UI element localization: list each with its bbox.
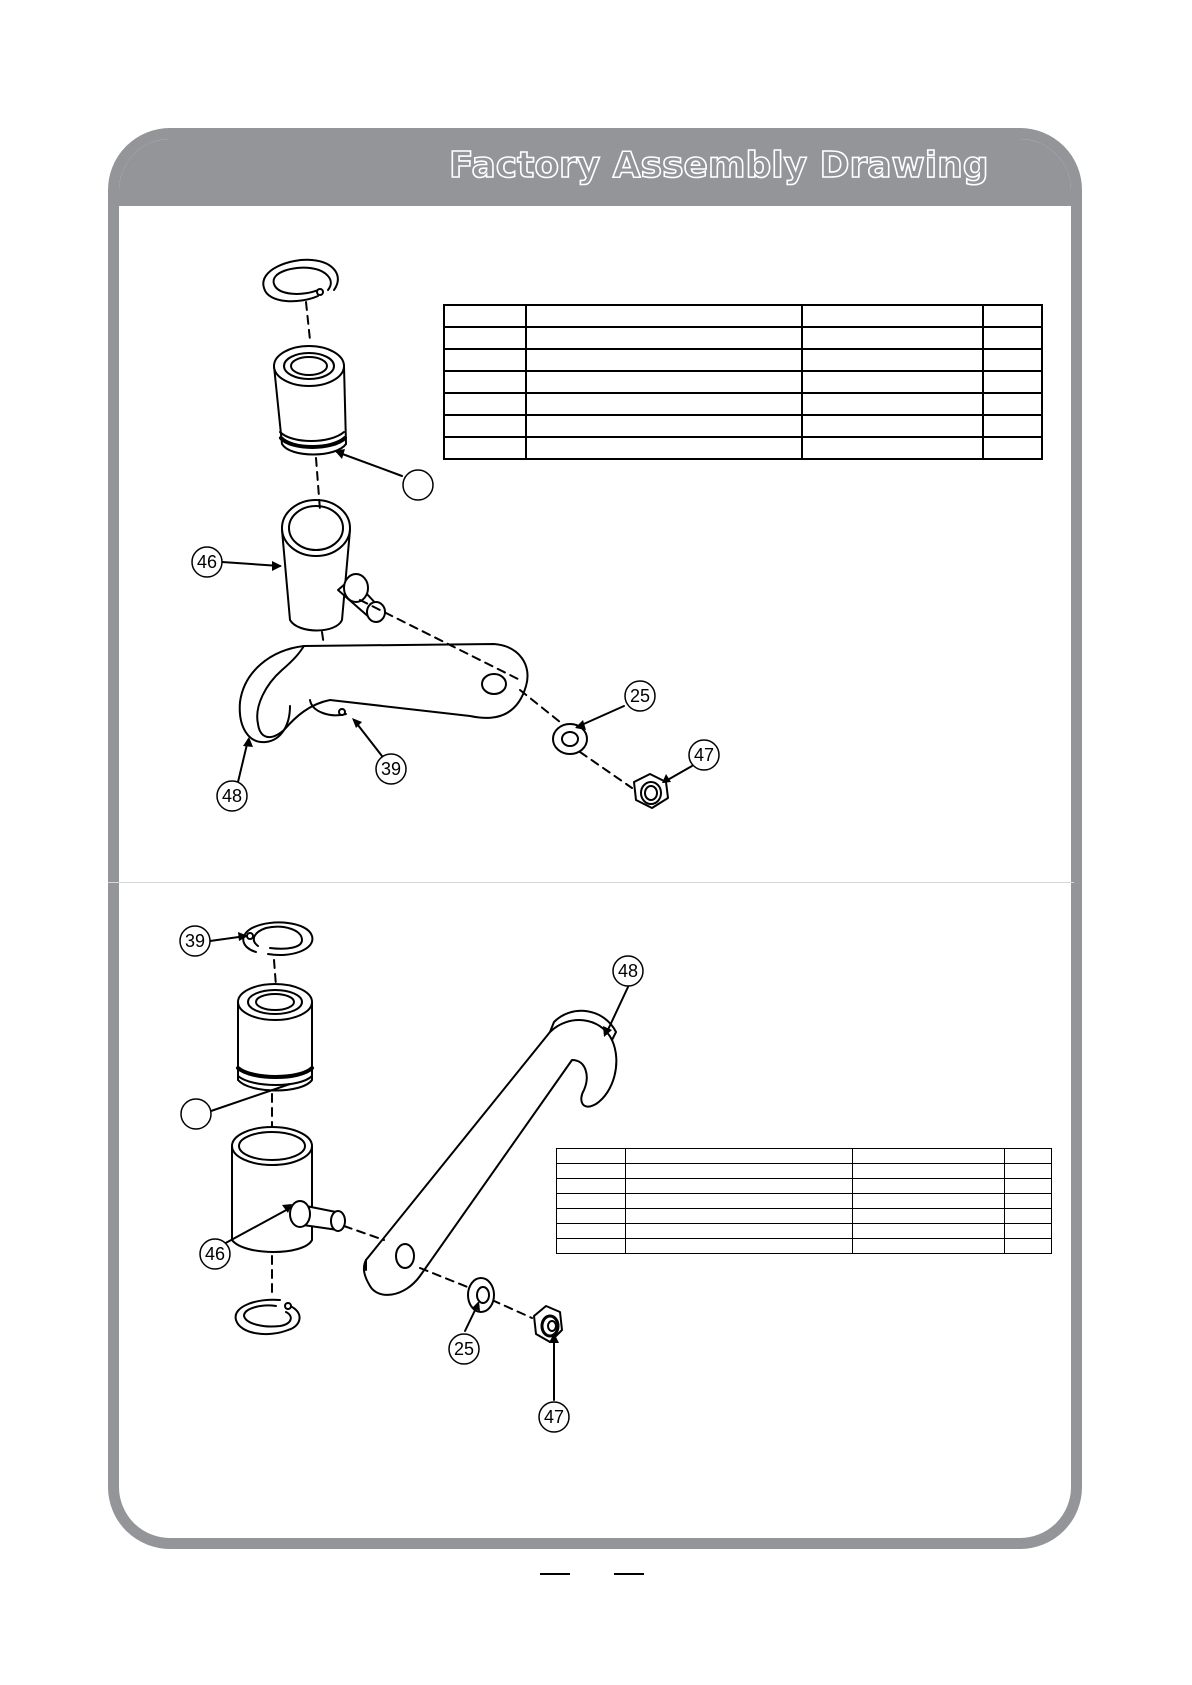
table-cell xyxy=(853,1149,1005,1164)
table-cell xyxy=(444,415,526,437)
table-cell xyxy=(1005,1194,1052,1209)
page-footer xyxy=(540,1573,644,1575)
svg-text:46: 46 xyxy=(196,552,218,572)
table-cell xyxy=(557,1179,626,1194)
table-cell xyxy=(526,327,802,349)
table-cell xyxy=(1005,1209,1052,1224)
table-cell xyxy=(625,1209,853,1224)
callout-48 xyxy=(217,781,247,811)
bottom-snap-ring-top xyxy=(243,922,312,955)
table-cell xyxy=(526,415,802,437)
table-row xyxy=(444,349,1042,371)
table-cell xyxy=(1005,1239,1052,1254)
table-cell xyxy=(557,1209,626,1224)
bottom-housing-stud xyxy=(290,1201,345,1231)
table-cell xyxy=(802,349,983,371)
top-bushing xyxy=(274,346,346,455)
table-cell xyxy=(526,437,802,459)
footer-rule-left xyxy=(540,1573,570,1575)
callout-48 xyxy=(613,956,643,986)
table-cell xyxy=(444,349,526,371)
top-centerline-5 xyxy=(520,690,560,722)
svg-text:47: 47 xyxy=(693,745,715,765)
callout-47 xyxy=(689,740,719,770)
top-arm xyxy=(240,644,528,742)
table-cell xyxy=(802,393,983,415)
bottom-centerline-1 xyxy=(274,960,276,986)
table-cell xyxy=(853,1224,1005,1239)
table-row xyxy=(444,415,1042,437)
svg-text:39: 39 xyxy=(184,931,206,951)
table-cell xyxy=(625,1149,853,1164)
top-centerline-6 xyxy=(580,752,632,788)
table-cell xyxy=(983,415,1042,437)
callout-blank xyxy=(403,470,433,500)
table-cell xyxy=(802,437,983,459)
table-row xyxy=(444,437,1042,459)
table-cell xyxy=(526,371,802,393)
table-cell xyxy=(983,305,1042,327)
svg-text:25: 25 xyxy=(629,686,651,706)
top-nut xyxy=(634,774,668,808)
table-row xyxy=(444,393,1042,415)
table-cell xyxy=(853,1209,1005,1224)
table-cell xyxy=(625,1239,853,1254)
table-row xyxy=(557,1209,1052,1224)
table-cell xyxy=(983,349,1042,371)
svg-text:25: 25 xyxy=(453,1339,475,1359)
table-cell xyxy=(1005,1164,1052,1179)
table-row xyxy=(557,1164,1052,1179)
table-cell xyxy=(444,393,526,415)
callout-39 xyxy=(376,754,406,784)
table-cell xyxy=(1005,1224,1052,1239)
top-snap-ring xyxy=(263,260,338,301)
table-row xyxy=(557,1149,1052,1164)
table-cell xyxy=(444,437,526,459)
bottom-snap-ring-bottom xyxy=(236,1300,300,1334)
table-cell xyxy=(557,1194,626,1209)
bottom-housing xyxy=(232,1127,345,1252)
callout-46 xyxy=(200,1239,230,1269)
callout-39 xyxy=(180,926,210,956)
table-cell xyxy=(557,1224,626,1239)
table-row xyxy=(557,1194,1052,1209)
table-cell xyxy=(983,437,1042,459)
top-callouts xyxy=(192,470,719,811)
table-cell xyxy=(983,371,1042,393)
table-cell xyxy=(853,1179,1005,1194)
svg-text:48: 48 xyxy=(221,786,243,806)
table-row xyxy=(557,1239,1052,1254)
bottom-centerline-5 xyxy=(420,1268,470,1288)
top-housing xyxy=(282,500,385,631)
table-cell xyxy=(983,327,1042,349)
svg-text:47: 47 xyxy=(543,1407,565,1427)
table-cell xyxy=(802,305,983,327)
page-title: Factory Assembly Drawing xyxy=(449,145,989,186)
table-cell xyxy=(625,1179,853,1194)
table-cell xyxy=(444,327,526,349)
callout-46 xyxy=(192,547,222,577)
callout-25 xyxy=(625,681,655,711)
table-cell xyxy=(557,1239,626,1254)
table-cell xyxy=(853,1164,1005,1179)
table-row xyxy=(444,305,1042,327)
parts-table-bottom xyxy=(556,1148,1052,1254)
bottom-bushing xyxy=(238,984,312,1091)
table-cell xyxy=(625,1194,853,1209)
table-row xyxy=(444,371,1042,393)
table-cell xyxy=(853,1194,1005,1209)
table-cell xyxy=(983,393,1042,415)
table-cell xyxy=(625,1224,853,1239)
top-housing-stud xyxy=(338,574,385,622)
bottom-centerline-6 xyxy=(492,1300,532,1318)
parts-table-top xyxy=(443,304,1043,460)
bottom-washer xyxy=(468,1278,494,1312)
table-cell xyxy=(526,349,802,371)
callout-25 xyxy=(449,1334,479,1364)
callout-blank xyxy=(181,1099,211,1129)
top-centerline-1 xyxy=(306,302,310,340)
table-cell xyxy=(1005,1149,1052,1164)
footer-rule-right xyxy=(614,1573,644,1575)
table-cell xyxy=(625,1164,853,1179)
table-cell xyxy=(557,1149,626,1164)
table-cell xyxy=(853,1239,1005,1254)
bottom-centerline-4 xyxy=(344,1226,384,1240)
table-cell xyxy=(1005,1179,1052,1194)
table-cell xyxy=(444,371,526,393)
table-cell xyxy=(557,1164,626,1179)
table-cell xyxy=(444,305,526,327)
table-cell xyxy=(802,327,983,349)
table-cell xyxy=(802,415,983,437)
svg-text:46: 46 xyxy=(204,1244,226,1264)
callout-47 xyxy=(539,1402,569,1432)
table-cell xyxy=(526,305,802,327)
svg-text:39: 39 xyxy=(380,759,402,779)
svg-text:48: 48 xyxy=(617,961,639,981)
table-cell xyxy=(526,393,802,415)
table-row xyxy=(557,1224,1052,1239)
table-row xyxy=(444,327,1042,349)
table-cell xyxy=(802,371,983,393)
table-row xyxy=(557,1179,1052,1194)
bottom-nut xyxy=(534,1306,562,1342)
